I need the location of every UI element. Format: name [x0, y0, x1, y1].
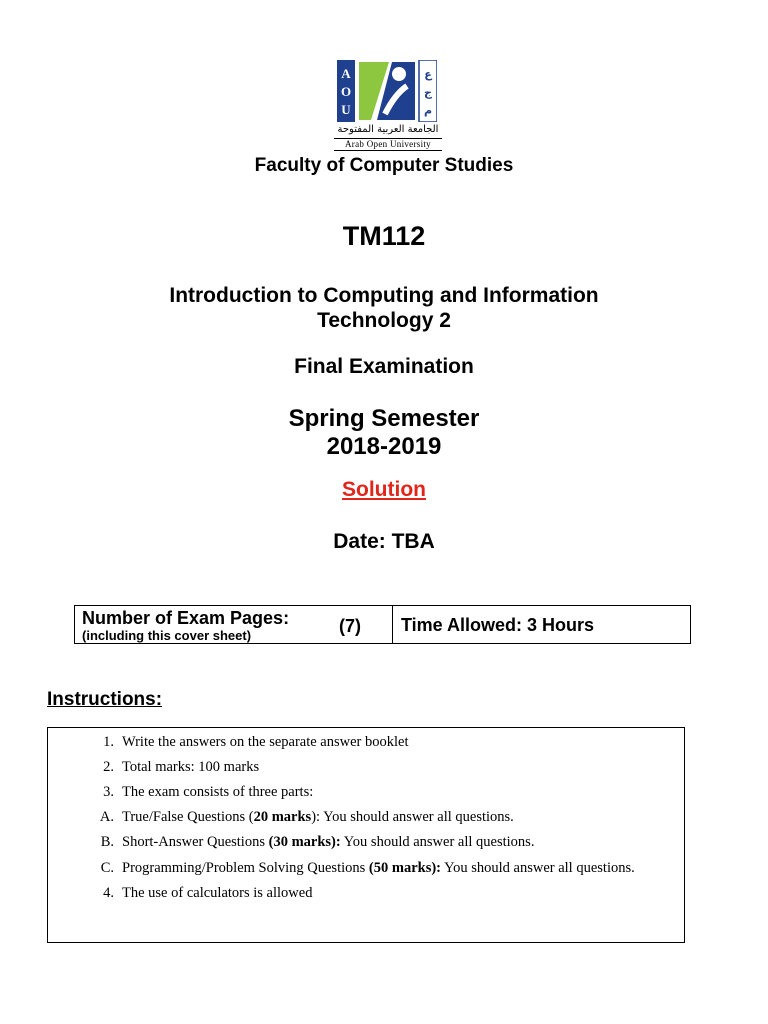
time-allowed: Time Allowed: 3 Hours	[401, 615, 595, 635]
pages-count: (7)	[339, 616, 361, 636]
svg-text:م: م	[423, 104, 433, 117]
course-title-line1: Introduction to Computing and Information	[169, 284, 599, 307]
table-divider	[392, 606, 393, 643]
svg-text:ع: ع	[424, 68, 432, 81]
faculty-name: Faculty of Computer Studies	[254, 155, 514, 176]
course-title-line2: Technology 2	[317, 309, 451, 332]
pages-label: Number of Exam Pages:	[82, 608, 290, 628]
course-code: TM112	[342, 221, 426, 251]
exam-date: Date: TBA	[333, 530, 435, 553]
solution-label: Solution	[342, 478, 426, 501]
semester-name: Spring Semester	[288, 405, 480, 432]
svg-text:U: U	[341, 102, 351, 117]
svg-text:A: A	[341, 66, 351, 81]
instructions-heading: Instructions:	[47, 689, 163, 710]
svg-text:O: O	[340, 84, 352, 99]
aou-emblem-icon	[337, 60, 437, 122]
logo-english-name: Arab Open University	[334, 138, 442, 151]
university-logo	[334, 56, 442, 156]
course-title	[0, 283, 768, 333]
academic-year: 2018-2019	[326, 433, 442, 460]
logo-arabic-name: الجامعة العربية المفتوحة	[337, 124, 439, 135]
svg-text:ج: ج	[424, 86, 432, 99]
exam-type: Final Examination	[294, 355, 474, 378]
pages-sublabel: (including this cover sheet)	[82, 628, 252, 643]
exam-info-table	[74, 605, 691, 644]
instructions-box: 1. Write the answers on the separate answer booklet 2. Total marks: 100 marks 3. The exam consists of three parts: A. True/False Questions (20 marks): You should answer all questions. B. Short-Answer Questions (30 marks): You should answer all questions. C. Programming/Problem Solving Questions (50 marks): You should answer all questions. 4. The use of calculators is allowed	[47, 727, 685, 943]
semester-block	[0, 405, 768, 461]
